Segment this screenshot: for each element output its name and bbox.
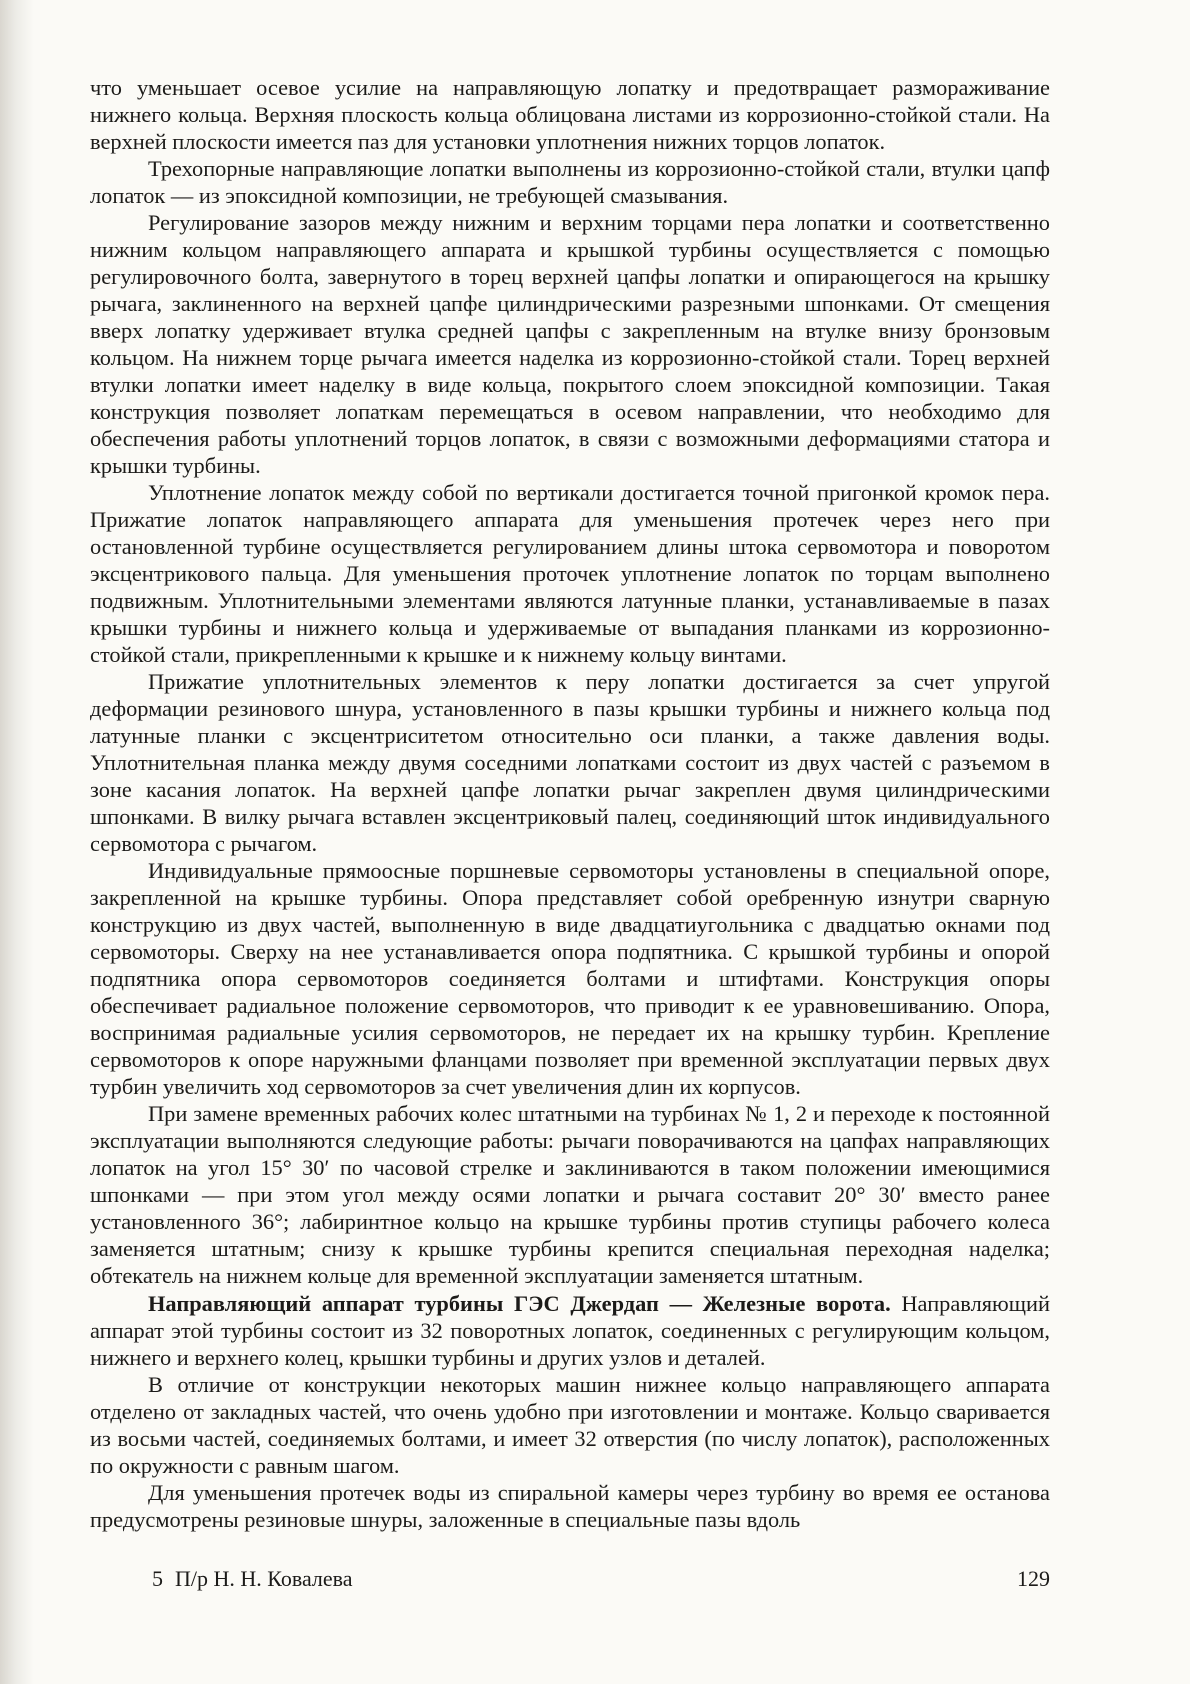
scan-edge-shadow: [0, 0, 34, 1684]
paragraph-5: Прижатие уплотнительных элементов к перу лопатки достигается за счет упругой деформации резинового шнура, установленного в пазы крышки турбины и нижнего кольца под латунные планки с эксцентриситетом относительно оси планки, а также давления воды. Уплотнительная планка между двумя соседними лопатками состоит из двух частей с разъемом в зоне касания лопаток. На верхней цапфе лопатки рычаг закреплен двумя цилиндрическими шпонками. В вилку рычага вставлен эксцентриковый палец, соединяющий шток индивидуального сервомотора с рычагом.: [90, 669, 1050, 856]
page-body: [90, 74, 1050, 1533]
paragraph-4: Уплотнение лопаток между собой по вертикали достигается точной пригонкой кромок пера. Прижатие лопаток направляющего аппарата для уменьшения протечек через него при остановленной турбине осуществляется регулированием длины штока сервомотора и поворотом эксцентрикового пальца. Для уменьшения проточек уплотнение лопаток по торцам выполнено подвижным. Уплотнительными элементами являются латунные планки, устанавливаемые в пазах крышки турбины и нижнего кольца и удерживаемые от выпадания планками из коррозионно-стойкой стали, прикрепленными к крышке и к нижнему кольцу винтами.: [90, 480, 1050, 667]
page-number: 129: [1017, 1566, 1050, 1591]
paragraph-7: При замене временных рабочих колес штатными на турбинах № 1, 2 и переходе к постоянной эксплуатации выполняются следующие работы: рычаги поворачиваются на цапфах направляющих лопаток на угол 15° 30′ по часовой стрелке и заклиниваются в таком положении имеющимися шпонками — при этом угол между осями лопатки и рычага составит 20° 30′ вместо ранее установленного 36°; лабиринтное кольцо на крышке турбины против ступицы рабочего колеса заменяется штатным; снизу к крышке турбины крепится специальная переходная наделка; обтекатель на нижнем кольце для временной эксплуатации заменяется штатным.: [90, 1101, 1050, 1288]
signature-number: 5: [152, 1566, 163, 1591]
paragraph-6: Индивидуальные прямоосные поршневые сервомоторы установлены в специальной опоре, закрепленной на крышке турбины. Опора представляет собой оребренную изнутри сварную конструкцию из двух частей, выполненную в виде двадцатиугольника с двадцатью окнами под сервомоторы. Сверху на нее устанавливается опора подпятника. С крышкой турбины и опорой подпятника опора сервомоторов соединяется болтами и штифтами. Конструкция опоры обеспечивает радиальное положение сервомоторов, что приводит к ее уравновешиванию. Опора, воспринимая радиальные усилия сервомоторов, не передает их на крышку турбин. Крепление сервомоторов к опоре наружными фланцами позволяет при временной эксплуатации первых двух турбин увеличить ход сервомоторов за счет увеличения длин их корпусов.: [90, 858, 1050, 1099]
paragraph-10: Для уменьшения протечек воды из спиральной камеры через турбину во время ее останова предусмотрены резиновые шнуры, заложенные в специальные пазы вдоль: [90, 1480, 1050, 1532]
signature-text: П/р Н. Н. Ковалева: [175, 1566, 353, 1591]
paragraph-2: Трехопорные направляющие лопатки выполнены из коррозионно-стойкой стали, втулки цапф лопаток — из эпоксидной композиции, не требующей смазывания.: [90, 156, 1050, 208]
signature-line: [152, 1565, 353, 1592]
paragraph-3: Регулирование зазоров между нижним и верхним торцами пера лопатки и соответственно нижним кольцом направляющего аппарата и крышкой турбины осуществляется с помощью регулировочного болта, завернутого в торец верхней цапфы лопатки и опирающегося на крышку рычага, заклиненного на верхней цапфе цилиндрическими разрезными шпонками. От смещения вверх лопатку удерживает втулка средней цапфы с закрепленным на втулке внизу бронзовым кольцом. На нижнем торце рычага имеется наделка из коррозионно-стойкой стали. Торец верхней втулки лопатки имеет наделку в виде кольца, покрытого слоем эпоксидной композиции. Такая конструкция позволяет лопаткам перемещаться в осевом направлении, что необходимо для обеспечения работы уплотнений торцов лопаток, в связи с возможными деформациями статора и крышки турбины.: [90, 210, 1050, 478]
paragraph-9: В отличие от конструкции некоторых машин нижнее кольцо направляющего аппарата отделено от закладных частей, что очень удобно при изготовлении и монтаже. Кольцо сваривается из восьми частей, соединяемых болтами, и имеет 32 отверстия (по числу лопаток), расположенных по окружности с равным шагом.: [90, 1372, 1050, 1478]
section-heading: Направляющий аппарат турбины ГЭС Джердап — Железные ворота.: [148, 1291, 891, 1316]
paragraph-1: что уменьшает осевое усилие на направляющую лопатку и предотвращает размораживание нижнего кольца. Верхняя плоскость кольца облицована листами из коррозионно-стойкой стали. На верхней плоскости имеется паз для установки уплотнения нижних торцов лопаток.: [90, 75, 1050, 154]
paragraph-8: Направляющий аппарат турбины ГЭС Джердап — Железные ворота. Направляющий аппарат этой турбины состоит из 32 поворотных лопаток, соединенных с регулирующим кольцом, нижнего и верхнего колец, крышки турбины и других узлов и деталей.: [90, 1291, 1050, 1370]
